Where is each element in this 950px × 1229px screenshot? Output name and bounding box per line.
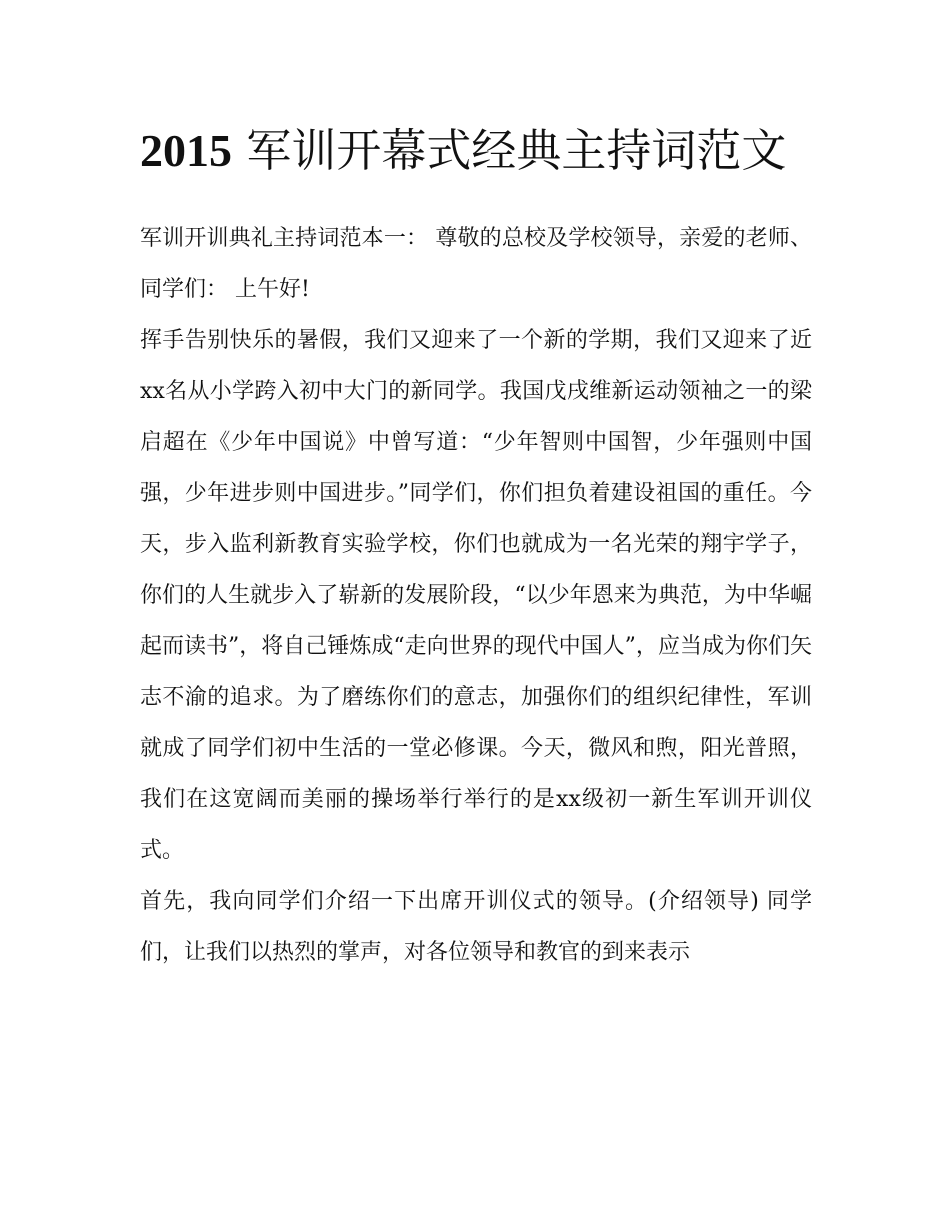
paragraph-introduction: 首先，我向同学们介绍一下出席开训仪式的领导。(介绍领导) 同学们，让我们以热烈的掌声，对各位领导和教官的到来表示	[140, 889, 812, 965]
paragraph-greeting: 军训开训典礼主持词范本一： 尊敬的总校及学校领导，亲爱的老师、同学们： 上午好!	[140, 226, 812, 302]
title-year: 2015	[140, 125, 232, 176]
document-body	[140, 213, 812, 978]
document-content	[140, 112, 812, 978]
title-text: 军训开幕式经典主持词范文	[246, 124, 787, 177]
document-title	[140, 112, 812, 189]
paragraph-main: 挥手告别快乐的暑假，我们又迎来了一个新的学期，我们又迎来了近xx名从小学跨入初中大门的新同学。我国戊戌维新运动领袖之一的梁启超在《少年中国说》中曾写道：“少年智则中国智，少年强则中国强，少年进步则中国进步。”同学们，你们担负着建设祖国的重任。今天，步入监利新教育实验学校，你们也就成为一名光荣的翔宇学子，你们的人生就步入了崭新的发展阶段，“以少年恩来为典范，为中华崛起而读书”，将自己锤炼成“走向世界的现代中国人”，应当成为你们矢志不渝的追求。为了磨练你们的意志，加强你们的组织纪律性，军训就成了同学们初中生活的一堂必修课。今天，微风和煦，阳光普照，我们在这宽阔而美丽的操场举行举行的是xx级初一新生军训开训仪式。	[140, 328, 812, 863]
